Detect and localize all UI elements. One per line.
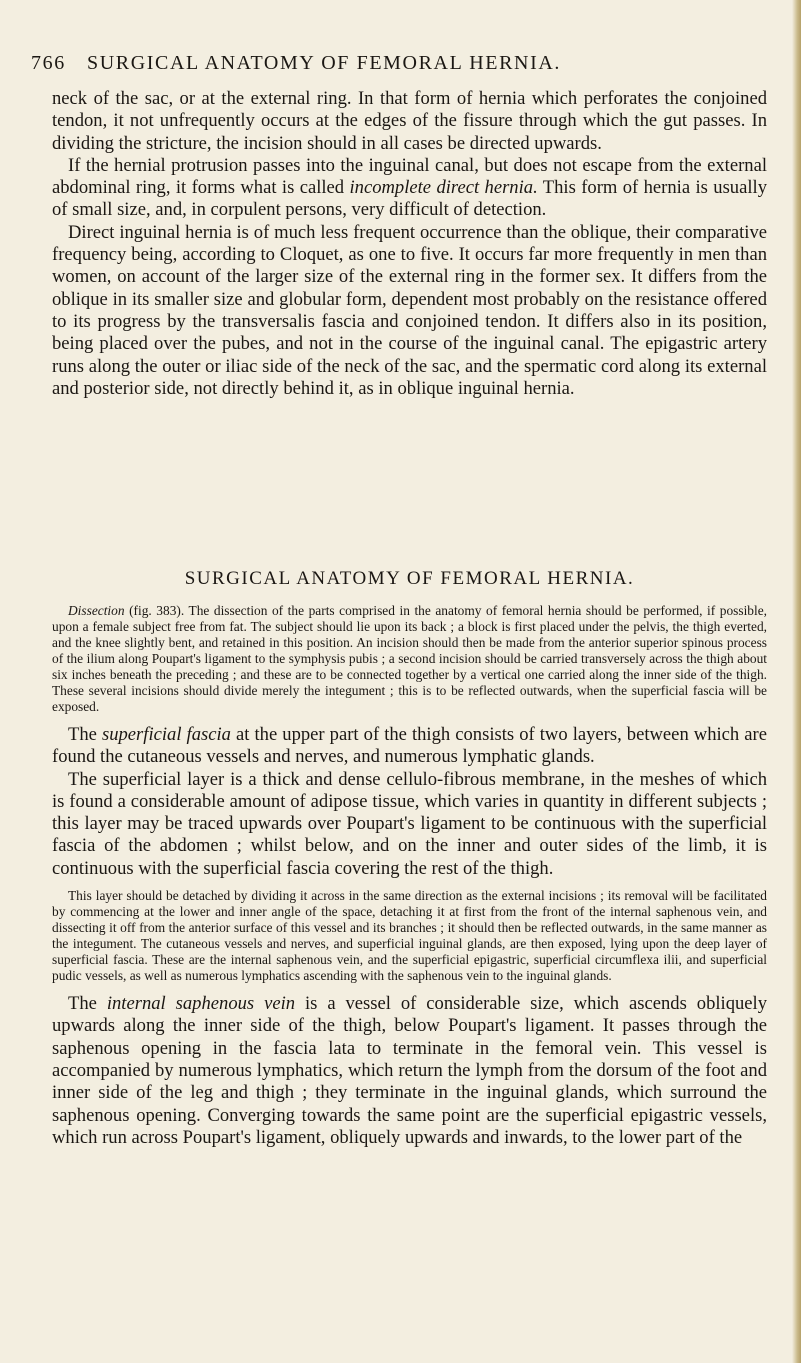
page-header: [31, 52, 771, 76]
paragraph-superficial-fascia: The superficial fascia at the upper part of the thigh consists of two layers, between which are found the cutaneous vessels and nerves, and numerous lymphatic glands.: [52, 724, 767, 768]
paragraph-superficial-layer: The superficial layer is a thick and dense cellulo-fibrous membrane, in the meshes of which is found a considerable amount of adipose tissue, which varies in quantity in different subjects ; this layer may be traced upwards over Poupart's ligament to be continuous with the superficial fascia of the abdomen ; whilst below, and on the inner and outer sides of the limb, it is continuous with the superficial fascia covering the rest of the thigh.: [52, 768, 767, 879]
term-internal-saphenous-vein: internal saphenous vein: [106, 993, 296, 1015]
term-incomplete-direct-hernia: incomplete direct hernia.: [349, 177, 538, 199]
paragraph-incomplete-direct-hernia: If the hernial protrusion passes into the inguinal canal, but does not escape from the external abdominal ring, it forms what is called incomplete direct hernia. This form of hernia is usually of small size, and, in corpulent persons, very difficult of detection.: [52, 154, 767, 221]
running-title: SURGICAL ANATOMY OF FEMORAL HERNIA.: [87, 52, 561, 74]
paragraph-internal-saphenous-vein: The internal saphenous vein is a vessel of considerable size, which ascends obliquely upwards along the inner side of the thigh, below Poupart's ligament. It passes through the saphenous opening in the fascia lata to terminate in the femoral vein. This vessel is accompanied by numerous lymphatics, which return the lymph from the dorsum of the foot and inner side of the leg and thigh ; they terminate in the inguinal glands, which surround the saphenous opening. Converging towards the same point are the superficial epigastric vessels, which run across Poupart's ligament, obliquely upwards and inwards, to the lower part of the: [52, 993, 768, 1148]
section-heading: SURGICAL ANATOMY OF FEMORAL HERNIA.: [184, 568, 635, 589]
dissection-note: Dissection (fig. 383). The dissection of the parts comprised in the anatomy of femoral hernia should be performed, if possible, upon a female subject free from fat. The subject should lie upon its back ; a block is first placed under the pelvis, the thigh everted, and the knee slightly bent, and retained in this position. An incision should then be made from the anterior superior spinous process of the ilium along Poupart's ligament to the symphysis pubis ; a second incision should be carried transversely across the thigh about six inches beneath the preceding ; and these are to be connected together by a vertical one carried along the inner side of the thigh. These several incisions should divide merely the integument ; this is to be reflected outwards, when the superficial fascia will be exposed.: [52, 603, 767, 714]
paragraph-neck-of-sac: neck of the sac, or at the external ring. In that form of hernia which perforates the conjoined tendon, it not unfrequently occurs at the edges of the fissure through which the gut passes. In dividing the stricture, the incision should in all cases be directed upwards.: [52, 88, 767, 154]
term-dissection: Dissection: [68, 603, 125, 618]
page-edge-shadow: [792, 0, 801, 1363]
body-text-top: [52, 88, 767, 400]
page-number: 766: [31, 52, 66, 74]
detachment-note: This layer should be detached by dividing it across in the same direction as the external incisions ; its removal will be facilitated by commencing at the lower and inner angle of the space, detaching it at first from the front of the internal saphenous vein, and dissecting it off from the anterior surface of this vessel and its branches ; it should then be reflected outwards, in the same manner as the integument. The cutaneous vessels and nerves, and superficial inguinal glands, are then exposed, lying upon the deep layer of superficial fascia. These are the internal saphenous vein, and the superficial epigastric, superficial circumflexa ilii, and superficial pudic vessels, as well as numerous lymphatics ascending with the saphenous vein to the inguinal glands.: [52, 888, 767, 984]
body-text-bottom: [52, 603, 767, 1149]
paragraph-direct-inguinal-hernia: Direct inguinal hernia is of much less frequent occurrence than the oblique, their comparative frequency being, according to Cloquet, as one to five. It occurs far more frequently in men than women, on account of the larger size of the external ring in the former sex. It differs from the oblique in its smaller size and globular form, dependent most probably on the resistance offered to its progress by the transversalis fascia and conjoined tendon. It differs also in its position, being placed over the pubes, and not in the course of the inguinal canal. The epigastric artery runs along the outer or iliac side of the neck of the sac, and the spermatic cord along its external and posterior side, not directly behind it, as in oblique inguinal hernia.: [52, 221, 767, 399]
term-superficial-fascia: superficial fascia: [101, 724, 231, 745]
